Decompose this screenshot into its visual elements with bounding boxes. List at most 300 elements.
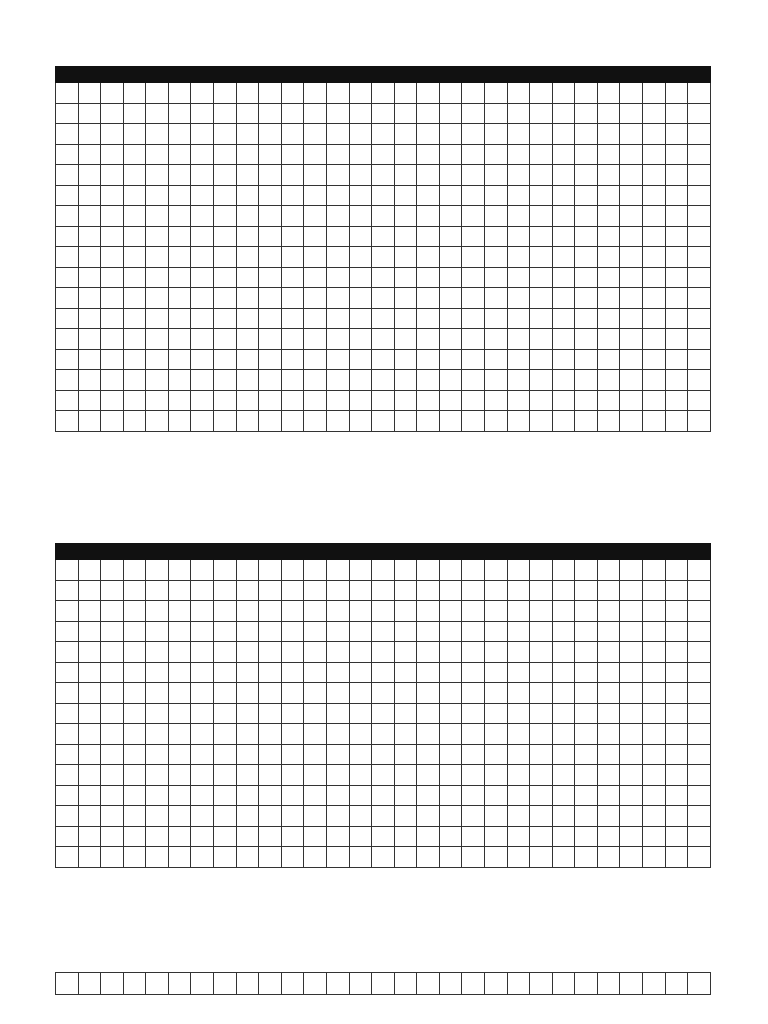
table-cell	[552, 847, 575, 868]
column-header	[597, 544, 620, 560]
table-cell	[507, 308, 530, 329]
table-cell	[101, 390, 124, 411]
table-cell	[665, 226, 688, 247]
table-cell	[168, 724, 191, 745]
table-cell	[620, 703, 643, 724]
table-cell	[214, 560, 237, 581]
table-cell	[643, 806, 666, 827]
email-link[interactable]	[304, 560, 327, 581]
table-cell	[101, 349, 124, 370]
table-cell	[123, 411, 146, 432]
email-link[interactable]	[304, 642, 327, 663]
table-cell	[214, 165, 237, 186]
table-cell	[530, 308, 553, 329]
table-cell	[56, 206, 79, 227]
table-cell	[191, 329, 214, 350]
column-header	[597, 67, 620, 83]
column-header	[507, 67, 530, 83]
email-link[interactable]	[304, 826, 327, 847]
table-cell	[597, 370, 620, 391]
table-cell	[101, 703, 124, 724]
table-cell	[123, 744, 146, 765]
table-cell	[552, 226, 575, 247]
table-cell	[326, 806, 349, 827]
table-cell	[191, 411, 214, 432]
column-header	[643, 544, 666, 560]
table-cell	[372, 703, 395, 724]
table-cell	[349, 308, 372, 329]
table-cell	[56, 124, 79, 145]
table-cell	[281, 724, 304, 745]
table-cell	[259, 683, 282, 704]
table-cell	[394, 560, 417, 581]
table-cell	[259, 785, 282, 806]
table-row	[56, 308, 711, 329]
table-cell	[507, 226, 530, 247]
table-cell	[643, 560, 666, 581]
table-cell	[168, 329, 191, 350]
table-cell	[688, 370, 711, 391]
column-header	[484, 544, 507, 560]
table-cell	[259, 411, 282, 432]
table-cell	[259, 370, 282, 391]
table-cell	[146, 124, 169, 145]
table-cell	[372, 806, 395, 827]
table-cell	[236, 642, 259, 663]
table-cell	[78, 370, 101, 391]
table-cell	[123, 785, 146, 806]
table-cell	[597, 124, 620, 145]
table-cell	[236, 973, 259, 995]
column-header	[349, 544, 372, 560]
table-cell	[78, 185, 101, 206]
table-cell	[575, 411, 598, 432]
table-cell	[665, 247, 688, 268]
table-cell	[191, 683, 214, 704]
table-row	[56, 83, 711, 104]
email-link[interactable]	[304, 144, 327, 165]
table-cell	[597, 621, 620, 642]
table-row	[56, 165, 711, 186]
table-cell	[191, 226, 214, 247]
table-cell	[643, 144, 666, 165]
table-cell	[394, 826, 417, 847]
table-cell	[665, 662, 688, 683]
table-cell	[236, 662, 259, 683]
table-cell	[575, 847, 598, 868]
table-row	[56, 621, 711, 642]
table-cell	[236, 744, 259, 765]
email-link[interactable]	[304, 267, 327, 288]
email-link[interactable]	[304, 185, 327, 206]
table-cell	[236, 390, 259, 411]
table-cell	[620, 349, 643, 370]
table-cell	[78, 206, 101, 227]
column-header	[326, 67, 349, 83]
table-cell	[597, 349, 620, 370]
table-cell	[349, 390, 372, 411]
table-cell	[78, 580, 101, 601]
table-cell	[417, 744, 440, 765]
table-cell	[530, 683, 553, 704]
table-cell	[394, 308, 417, 329]
table-cell	[214, 973, 237, 995]
table-cell	[688, 390, 711, 411]
table-cell	[236, 349, 259, 370]
table-cell	[575, 662, 598, 683]
table-cell	[146, 560, 169, 581]
table-cell	[372, 601, 395, 622]
table-cell	[552, 267, 575, 288]
table-cell	[78, 560, 101, 581]
table-cell	[56, 103, 79, 124]
table-cell	[123, 765, 146, 786]
table-cell	[688, 662, 711, 683]
data-table-1	[55, 66, 711, 432]
table-cell	[168, 826, 191, 847]
table-cell	[552, 83, 575, 104]
email-link[interactable]	[304, 288, 327, 309]
table-cell	[552, 683, 575, 704]
table-cell	[56, 642, 79, 663]
table-cell	[372, 185, 395, 206]
table-row	[56, 662, 711, 683]
table-cell	[552, 329, 575, 350]
email-link[interactable]	[304, 349, 327, 370]
table-cell	[326, 329, 349, 350]
table-cell	[372, 765, 395, 786]
table-cell	[56, 621, 79, 642]
table-cell	[78, 226, 101, 247]
column-header	[439, 67, 462, 83]
table-cell	[281, 601, 304, 622]
table-cell	[101, 785, 124, 806]
table-row	[56, 580, 711, 601]
table-cell	[688, 744, 711, 765]
column-header	[575, 544, 598, 560]
table-cell	[507, 83, 530, 104]
email-link[interactable]	[304, 765, 327, 786]
column-header	[620, 67, 643, 83]
table-cell	[484, 267, 507, 288]
table-cell	[78, 288, 101, 309]
table-cell	[417, 390, 440, 411]
table-cell	[372, 226, 395, 247]
table-cell	[326, 703, 349, 724]
table-cell	[530, 847, 553, 868]
email-link[interactable]	[304, 329, 327, 350]
table-cell	[101, 601, 124, 622]
table-cell	[101, 411, 124, 432]
table-cell	[281, 267, 304, 288]
table-cell	[281, 744, 304, 765]
column-header	[620, 544, 643, 560]
table-cell	[349, 185, 372, 206]
table-cell	[146, 621, 169, 642]
table-cell	[168, 703, 191, 724]
table-row	[56, 703, 711, 724]
table-cell	[620, 206, 643, 227]
column-header	[530, 544, 553, 560]
email-link[interactable]	[304, 83, 327, 104]
table-cell	[191, 103, 214, 124]
table-cell	[620, 621, 643, 642]
table-cell	[530, 349, 553, 370]
table-cell	[123, 601, 146, 622]
table-cell	[349, 124, 372, 145]
email-link[interactable]	[304, 703, 327, 724]
table-cell	[214, 103, 237, 124]
table-cell	[123, 247, 146, 268]
table-cell	[146, 642, 169, 663]
table-cell	[281, 411, 304, 432]
table-cell	[168, 206, 191, 227]
table-cell	[439, 411, 462, 432]
table-cell	[372, 411, 395, 432]
table-cell	[349, 411, 372, 432]
email-link[interactable]	[304, 390, 327, 411]
table-cell	[439, 560, 462, 581]
table-cell	[597, 560, 620, 581]
table-cell	[530, 206, 553, 227]
table-cell	[620, 144, 643, 165]
table-cell	[643, 703, 666, 724]
email-link[interactable]	[304, 124, 327, 145]
table-cell	[56, 288, 79, 309]
table-cell	[349, 973, 372, 995]
table-cell	[101, 247, 124, 268]
table-cell	[552, 765, 575, 786]
table-cell	[326, 662, 349, 683]
table-cell	[597, 83, 620, 104]
table-cell	[484, 973, 507, 995]
table-cell	[236, 329, 259, 350]
table-cell	[236, 83, 259, 104]
table-cell	[507, 724, 530, 745]
table-cell	[688, 703, 711, 724]
table-cell	[665, 83, 688, 104]
email-link[interactable]	[304, 744, 327, 765]
table-cell	[688, 580, 711, 601]
table-cell	[394, 390, 417, 411]
table-cell	[484, 370, 507, 391]
table-cell	[191, 642, 214, 663]
table-cell	[123, 288, 146, 309]
email-link[interactable]	[304, 806, 327, 827]
table-cell	[688, 165, 711, 186]
table-cell	[688, 973, 711, 995]
table-cell	[191, 621, 214, 642]
table-cell	[214, 370, 237, 391]
table-cell	[575, 247, 598, 268]
table-cell	[484, 642, 507, 663]
table-cell	[439, 847, 462, 868]
table-row	[56, 103, 711, 124]
table-cell	[146, 703, 169, 724]
table-cell	[552, 621, 575, 642]
table-cell	[146, 267, 169, 288]
table-cell	[462, 826, 485, 847]
email-link[interactable]	[304, 601, 327, 622]
table-cell	[191, 288, 214, 309]
email-link[interactable]	[304, 308, 327, 329]
table-cell	[214, 765, 237, 786]
table-cell	[123, 662, 146, 683]
table-cell	[101, 826, 124, 847]
table-cell	[326, 247, 349, 268]
table-cell	[507, 806, 530, 827]
table-cell	[56, 329, 79, 350]
table-cell	[78, 247, 101, 268]
email-link[interactable]	[304, 683, 327, 704]
table-cell	[236, 411, 259, 432]
table-cell	[56, 806, 79, 827]
column-header	[236, 544, 259, 560]
table-cell	[484, 185, 507, 206]
table-cell	[372, 826, 395, 847]
table-cell	[530, 703, 553, 724]
table-cell	[281, 662, 304, 683]
table-cell	[507, 621, 530, 642]
table-cell	[372, 308, 395, 329]
email-link[interactable]	[304, 206, 327, 227]
table-cell	[575, 206, 598, 227]
table-cell	[417, 83, 440, 104]
table-cell	[439, 370, 462, 391]
email-link[interactable]	[304, 785, 327, 806]
table-cell	[214, 806, 237, 827]
table-cell	[394, 662, 417, 683]
email-link[interactable]	[304, 662, 327, 683]
table-cell	[78, 662, 101, 683]
table-cell	[552, 806, 575, 827]
table-cell	[484, 165, 507, 186]
table-cell	[394, 185, 417, 206]
table-cell	[462, 144, 485, 165]
table-row	[56, 185, 711, 206]
table-cell	[56, 165, 79, 186]
email-link[interactable]	[304, 226, 327, 247]
table-cell	[259, 308, 282, 329]
table-cell	[417, 349, 440, 370]
table-cell	[620, 329, 643, 350]
table-cell	[643, 206, 666, 227]
table-cell	[281, 185, 304, 206]
email-link[interactable]	[304, 370, 327, 391]
table-cell	[372, 683, 395, 704]
column-header	[304, 67, 327, 83]
column-header	[259, 544, 282, 560]
table-cell	[507, 785, 530, 806]
table-cell	[439, 703, 462, 724]
table-cell	[394, 744, 417, 765]
table-cell	[507, 847, 530, 868]
table-cell	[552, 144, 575, 165]
table-cell	[236, 124, 259, 145]
table-cell	[168, 806, 191, 827]
table-cell	[552, 288, 575, 309]
table-cell	[439, 185, 462, 206]
table-cell	[417, 642, 440, 663]
email-link[interactable]	[304, 724, 327, 745]
table-cell	[530, 560, 553, 581]
table-cell	[552, 973, 575, 995]
email-link[interactable]	[304, 247, 327, 268]
table-cell	[191, 703, 214, 724]
email-link[interactable]	[304, 411, 327, 432]
table-cell	[439, 765, 462, 786]
table-cell	[259, 703, 282, 724]
table-cell	[101, 973, 124, 995]
email-link[interactable]	[304, 847, 327, 868]
table-cell	[349, 580, 372, 601]
table-cell	[123, 83, 146, 104]
email-link[interactable]	[304, 580, 327, 601]
table-cell	[123, 165, 146, 186]
table-cell	[575, 621, 598, 642]
table-row	[56, 765, 711, 786]
table-cell	[462, 349, 485, 370]
table-cell	[326, 185, 349, 206]
table-cell	[123, 329, 146, 350]
table-cell	[349, 724, 372, 745]
column-header	[101, 544, 124, 560]
column-header	[349, 67, 372, 83]
table-cell	[530, 185, 553, 206]
table-cell	[597, 226, 620, 247]
table-cell	[78, 642, 101, 663]
table-cell	[552, 308, 575, 329]
table-cell	[191, 826, 214, 847]
table-cell	[326, 826, 349, 847]
table-cell	[462, 580, 485, 601]
table-cell	[597, 390, 620, 411]
email-link[interactable]	[304, 165, 327, 186]
table-cell	[123, 370, 146, 391]
table-cell	[101, 724, 124, 745]
table-row	[56, 847, 711, 868]
table-cell	[462, 765, 485, 786]
table-cell	[507, 560, 530, 581]
email-link[interactable]	[304, 103, 327, 124]
table-cell	[643, 308, 666, 329]
email-link[interactable]	[304, 973, 327, 995]
table-cell	[552, 724, 575, 745]
table-cell	[552, 560, 575, 581]
table-cell	[281, 349, 304, 370]
table-cell	[214, 411, 237, 432]
table-cell	[372, 288, 395, 309]
email-link[interactable]	[304, 621, 327, 642]
column-header	[236, 67, 259, 83]
table-cell	[417, 703, 440, 724]
table-cell	[597, 144, 620, 165]
table-cell	[530, 806, 553, 827]
table-cell	[484, 683, 507, 704]
table-cell	[372, 329, 395, 350]
table-cell	[575, 370, 598, 391]
table-cell	[484, 390, 507, 411]
table-cell	[597, 806, 620, 827]
table-cell	[259, 288, 282, 309]
table-cell	[101, 226, 124, 247]
table-cell	[620, 267, 643, 288]
table-cell	[78, 124, 101, 145]
table-cell	[575, 601, 598, 622]
table-cell	[372, 390, 395, 411]
table-cell	[507, 411, 530, 432]
table-cell	[462, 411, 485, 432]
